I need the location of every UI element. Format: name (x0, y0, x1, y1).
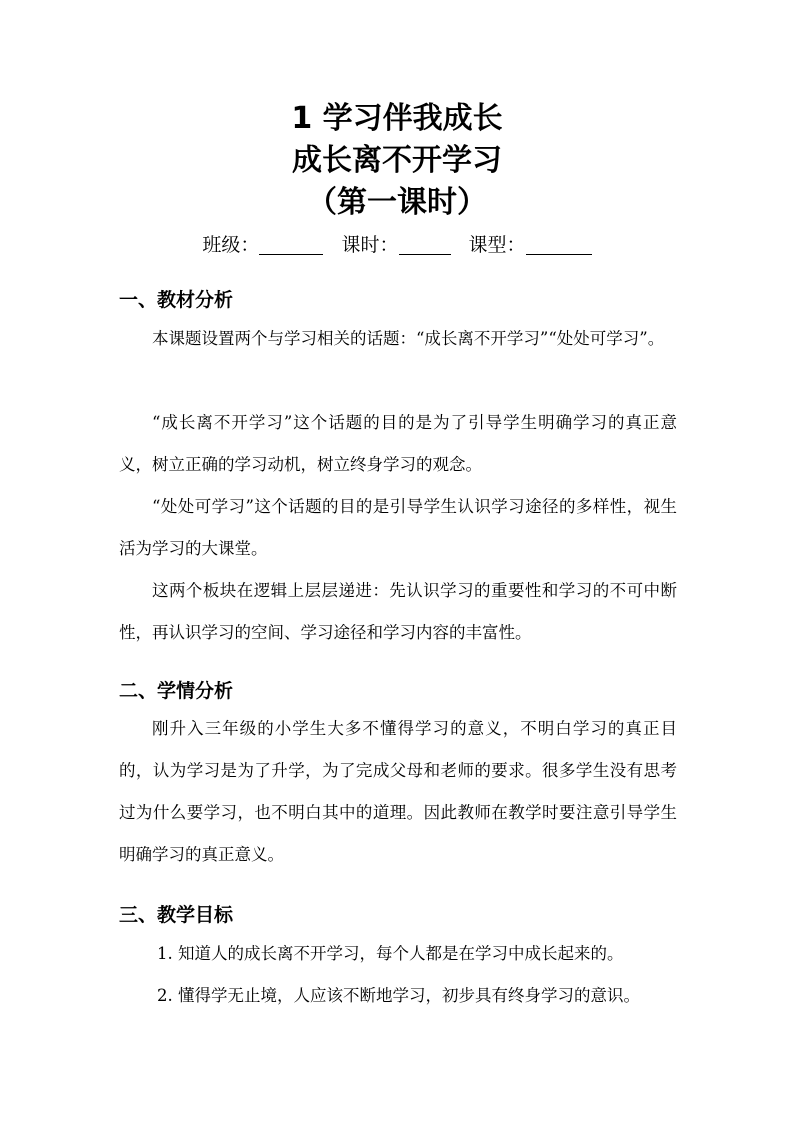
paragraph: “处处可学习”这个话题的目的是引导学生认识学习途径的多样性，视生活为学习的大课堂。 (119, 497, 677, 558)
paragraph: 刚升入三年级的小学生大多不懂得学习的意义，不明白学习的真正目的，认为学习是为了升学，为了完成父母和老师的要求。很多学生没有思考过为什么要学习，也不明白其中的道理。因此教师在教学时要注意引导学生明确学习的真正意义。 (119, 719, 677, 864)
paragraph: 这两个板块在逻辑上层层递进：先认识学习的重要性和学习的不可中断性，再认识学习的空间、学习途径和学习内容的丰富性。 (119, 581, 677, 642)
period-blank (399, 234, 451, 255)
goal-item: 2. 懂得学无止境，人应该不断地学习，初步具有终身学习的意识。 (157, 986, 640, 1005)
paragraph: “成长离不开学习”这个话题的目的是为了引导学生明确学习的真正意义，树立正确的学习动机，树立终身学习的观念。 (119, 413, 677, 474)
type-blank (526, 234, 592, 255)
paragraph: 本课题设置两个与学习相关的话题：“成长离不开学习”“处处可学习”。 (152, 329, 665, 348)
lesson-period: （第一课时） (307, 185, 487, 220)
class-info-line (0, 231, 794, 259)
lesson-subtitle: 成长离不开学习 (292, 143, 502, 178)
section-heading-student-analysis: 二、学情分析 (119, 680, 234, 702)
section-heading-teaching-goals: 三、教学目标 (119, 904, 234, 926)
section-heading-textbook-analysis: 一、教材分析 (119, 289, 234, 311)
lesson-title: 1 学习伴我成长 (291, 101, 503, 136)
class-blank (259, 234, 323, 255)
period-label: 课时： (341, 234, 399, 256)
class-label: 班级： (202, 234, 260, 256)
goal-item: 1. 知道人的成长离不开学习，每个人都是在学习中成长起来的。 (157, 944, 624, 963)
type-label: 课型： (468, 234, 526, 256)
